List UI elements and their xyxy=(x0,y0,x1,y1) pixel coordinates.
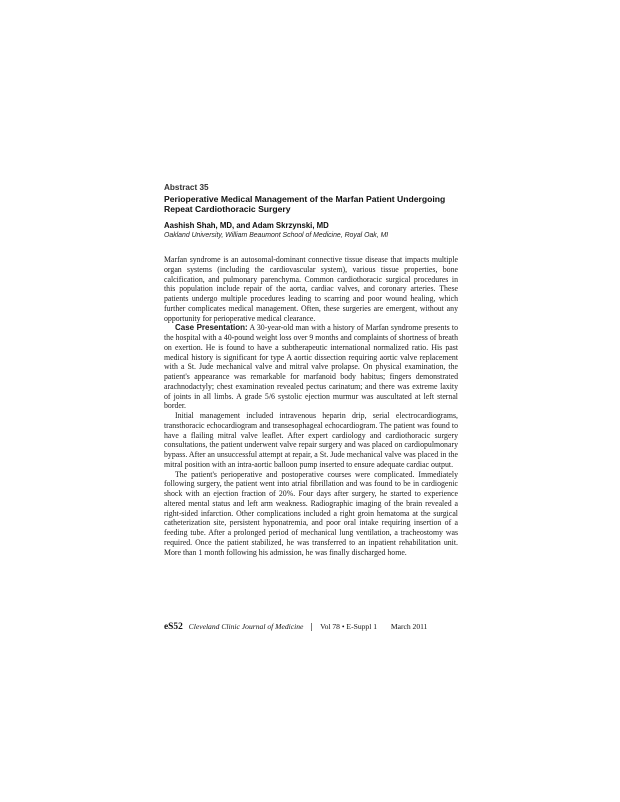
affiliation: Oakland University, William Beaumont School of Medicine, Royal Oak, MI xyxy=(164,232,389,239)
journal-name: Cleveland Clinic Journal of Medicine xyxy=(188,622,304,631)
author-list: Aashish Shah, MD, and Adam Skrzynski, MD xyxy=(164,221,329,231)
management-paragraph: Initial management included intravenous heparin drip, serial electrocardiograms, transthoracic echocardiogram and transesophageal echocardiogram. The patient was found to have a flailing mitral valve leaflet. After expert cardiology and cardiothoracic surgery consultations, the patient underwent valve repair surgery and was placed on cardiopulmonary bypass. After an unsuccessful attempt at repair, a St. Jude mechanical valve was placed in the mitral position with an intra-aortic balloon pump inserted to ensure adequate cardiac output. xyxy=(164,411,458,469)
volume: Vol 78 xyxy=(320,622,340,631)
footer-divider xyxy=(311,623,312,631)
case-text: A 30-year-old man with a history of Marfan syndrome presents to the hospital with a 40-pound weight loss over 9 months and complaints of shortness of breath on exertion. He is found to have a subtherapeutic international normalized ratio. His past medical history is significant for type A aortic dissection requiring aortic valve replacement with a St. Jude mechanical valve and mitral valve prolapse. On physical examination, the patient's appearance was remarkable for marfanoid body habitus; fingers demonstrated arachnodactyly; chest examination revealed pectus carinatum; and there was extreme laxity of joints in all limbs. A grade 5/6 systolic ejection murmur was auscultated at left sternal border. xyxy=(164,323,459,411)
course-paragraph: The patient's perioperative and postoperative courses were complicated. Immediately following surgery, the patient went into atrial fibrillation and was found to be in cardiogenic shock with an ejection fraction of 20%. Four days after surgery, he started to experience altered mental status and left arm weakness. Radiographic imaging of the brain revealed a right-sided infarction. Other complications included a right groin hematoma at the surgical catheterization site, persistent hyponatremia, and poor oral intake requiring insertion of a feeding tube. After a prolonged period of mechanical lung ventilation, a tracheostomy was required. Once the patient stabilized, he was transferred to an inpatient rehabilitation unit. More than 1 month following his admission, he was finally discharged home. xyxy=(164,469,458,557)
page-number: eS52 xyxy=(164,622,183,632)
abstract-title: Perioperative Medical Management of the Marfan Patient Undergoing Repeat Cardiothoracic Surgery xyxy=(164,194,446,215)
case-paragraph xyxy=(164,323,458,411)
abstract-block xyxy=(164,183,458,557)
abstract-body xyxy=(164,255,458,557)
case-heading: Case Presentation: xyxy=(175,323,248,333)
abstract-label: Abstract 35 xyxy=(164,183,209,192)
page-footer xyxy=(164,622,464,632)
issue-date: March 2011 xyxy=(390,622,428,631)
intro-paragraph: Marfan syndrome is an autosomal-dominant connective tissue disease that impacts multiple organ systems (including the cardiovascular system), various tissue properties, bone calcification, and pulmonary parenchyma. Common cardiothoracic surgical procedures in this population include repair of the aorta, cardiac valves, and coronary arteries. These patients undergo multiple procedures leading to scarring and poor wound healing, which further complicates medical management. Often, these surgeries are emergent, without any opportunity for perioperative medical clearance. xyxy=(164,255,458,323)
supplement: • E-Suppl 1 xyxy=(341,622,378,631)
